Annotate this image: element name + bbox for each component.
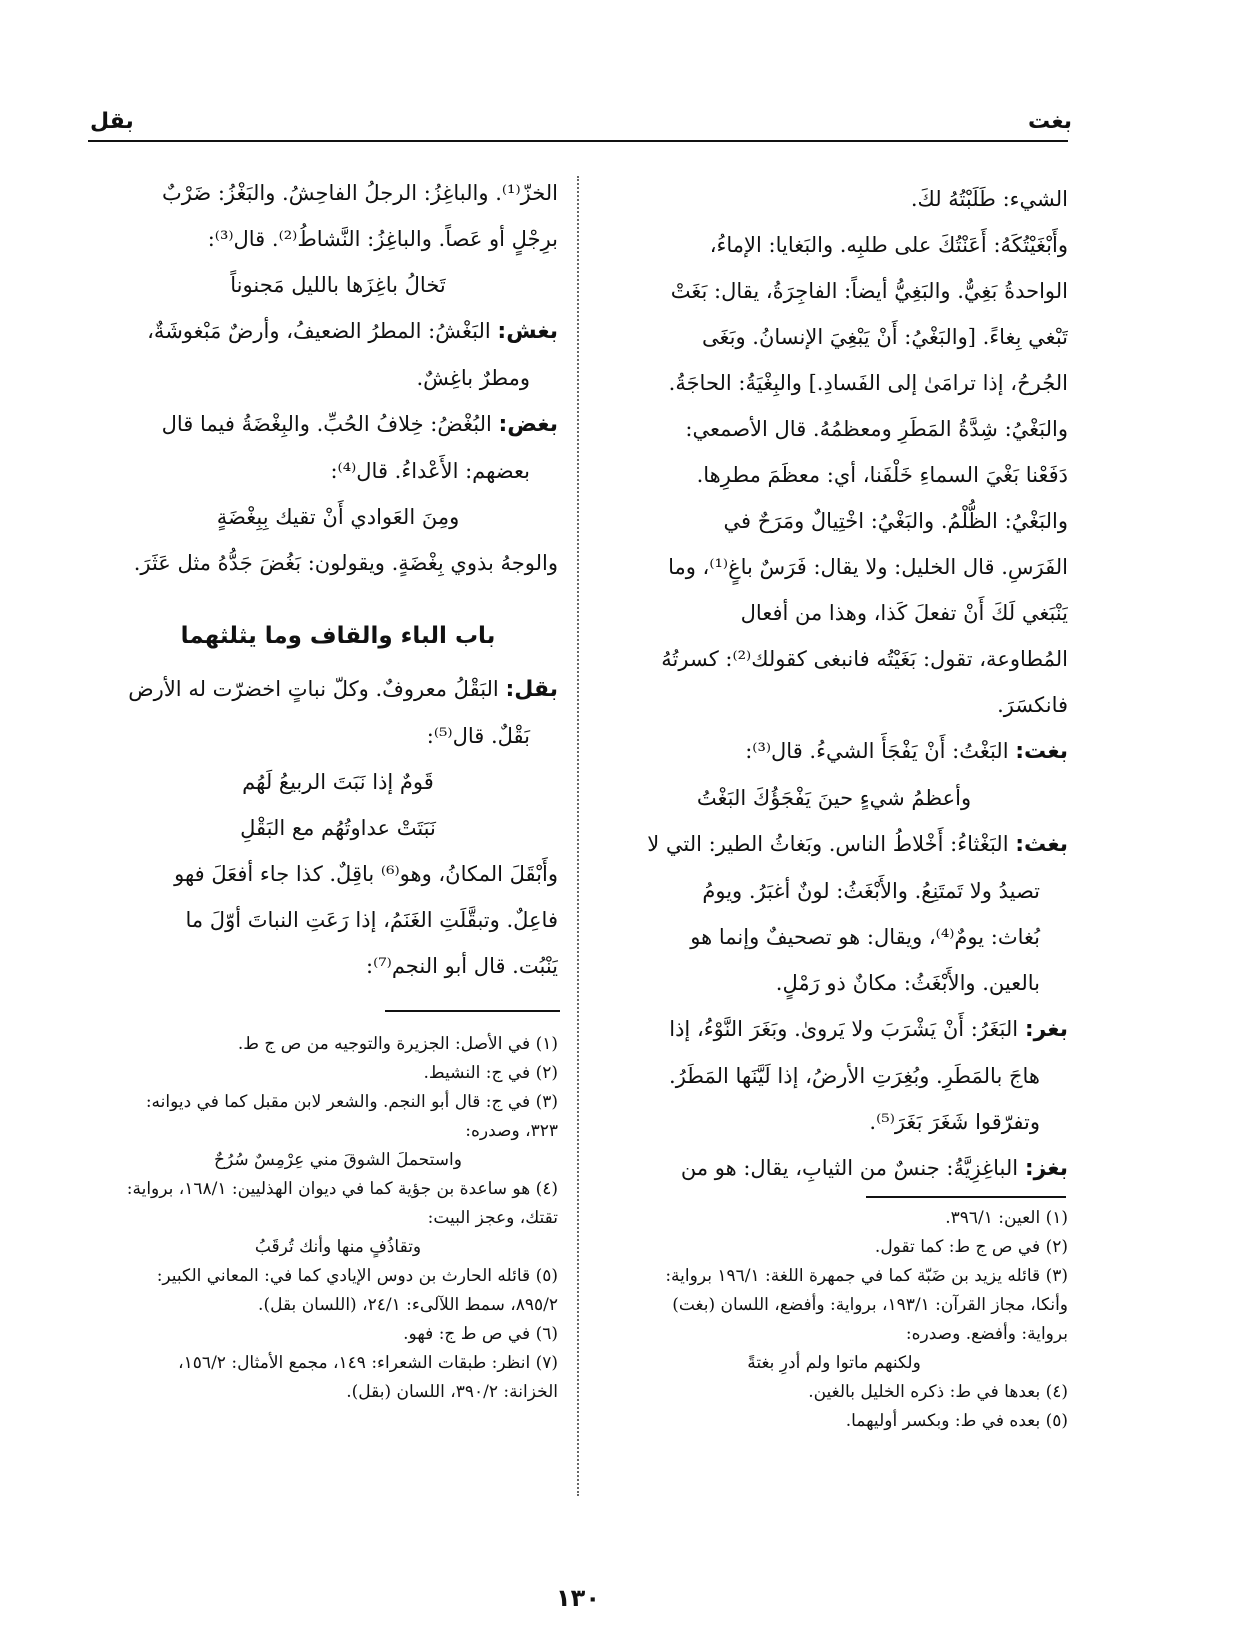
text-line: وأَبْغَيْتُكَهُ: أَعَنْتُكَ على طلبِه. والبَغايا: الإماءُ، [709, 233, 1068, 257]
running-header-right: بغت [1028, 109, 1072, 134]
text-line: الواحدةُ بَغِيٌّ. والبَغِيُّ أيضاً: الفاجِرَةُ، يقال: بَغَتْ [670, 279, 1068, 303]
footnote-line: (٣) قائله يزيد بن ضَبّة كما في جمهرة اللغة: ١٩٦/١ برواية: [665, 1266, 1068, 1286]
footnote-line: (٤) هو ساعدة بن جؤية كما في ديوان الهذليين: ١٦٨/١، برواية: [126, 1179, 558, 1199]
text-line: الشيء: طَلَبْتُهُ لكَ. [910, 187, 1068, 211]
entry-headword: بغز: [1024, 1156, 1068, 1181]
text-line: المُطاوعة، تقول: بَغَيْتُه فانبغى كقولك⁽²⁾: كسرتُهُ [661, 647, 1068, 671]
footnote-line: (١) العين: ٣٩٦/١. [945, 1208, 1068, 1228]
text-line: بُغاث: يومٌ⁽⁴⁾، ويقال: هو تصحيفٌ وإنما هو [690, 925, 1040, 949]
entry-bagz [600, 1145, 1068, 1192]
text-line: تصيدُ ولا تَمتَنِعُ. والأَبْغَثُ: لونٌ أغبَرُ. ويومُ [702, 879, 1040, 903]
section-title: باب الباء والقاف وما يثلثهما [180, 623, 496, 649]
right-column [600, 176, 1068, 1192]
footnote-verse: ولكنهم ماتوا ولم أدرِ بغتةً [747, 1353, 921, 1373]
footnotes-left [118, 1030, 558, 1407]
footnote-line: ٣٢٣، وصدره: [465, 1121, 558, 1141]
entry-text: البُغْضُ: خِلافُ الحُبِّ. والبِغْضَةُ فيما قال [161, 412, 492, 436]
footnote-line: (٥) قائله الحارث بن دوس الإيادي كما في: المعاني الكبير: [156, 1266, 558, 1286]
footnote-verse: وتقاذُفٍ منها وأنك تُرقَبُ [254, 1237, 422, 1257]
text-line: فانكسَرَ. [997, 693, 1068, 717]
entry-text: البَغَرُ: أَنْ يَشْرَبَ ولا يَروىٰ. وبَغَرَ النَّوْءُ، إذا [669, 1017, 1019, 1041]
text-line: بالعين. والأَبْغَثُ: مكانٌ ذو رَمْلٍ. [775, 971, 1040, 995]
text-line: وتفرّقوا شَغَرَ بَغَرَ⁽⁵⁾. [869, 1110, 1040, 1134]
footnote-line: (١) في الأصل: الجزيرة والتوجيه من ص ج ط. [237, 1034, 558, 1054]
entry-text: البَغْتُ: أَنْ يَفْجَأَ الشيءُ. قال⁽³⁾: [745, 739, 1009, 763]
footnote-line: (٢) في ص ج ط: كما تقول. [874, 1237, 1068, 1257]
left-column [118, 170, 558, 989]
footnote-line: (٧) انظر: طبقات الشعراء: ١٤٩، مجمع الأمثال: ١٥٦/٢، [178, 1353, 558, 1373]
entry-text: الباغِزِيَّةُ: جنسٌ من الثيابِ، يقال: هو من [680, 1156, 1019, 1180]
text-line: يَنْبُت. قال أبو النجم⁽⁷⁾: [366, 954, 558, 978]
footnote-line: (٣) في ج: قال أبو النجم. والشعر لابن مقبل كما في ديوانه: [145, 1092, 558, 1112]
text-line: برِجْلٍ أو عَصاً. والباغِزُ: النَّشاطُ⁽²⁾. قال⁽³⁾: [207, 227, 558, 251]
entry-bagd [118, 401, 558, 448]
text-line: هاجَ بالمَطَرِ. وبُغِرَتِ الأرضُ، إذا لَيَّنَها المَطَرُ. [669, 1064, 1040, 1088]
footnote-line: الخزانة: ٣٩٠/٢، اللسان (بقل). [346, 1382, 558, 1402]
text-line: والوجهُ بذوي بِغْضَةٍ. ويقولون: بَغُضَ جَدُّهُ مثل عَثَرَ. [133, 551, 558, 575]
entry-text: البَقْلُ معروفٌ. وكلّ نباتٍ اخضرّت له الأرض [128, 677, 499, 701]
text-line: الخزّ⁽¹⁾. والباغِزُ: الرجلُ الفاحِشُ. والبَغْزُ: ضَرْبٌ [161, 181, 558, 205]
entry-headword: بغش: [497, 319, 558, 344]
footnotes-right [600, 1204, 1068, 1436]
text-line: الجُرحُ، إذا ترامَىٰ إلى الفَسادِ.] والبِغْيَةُ: الحاجَةُ. [668, 371, 1068, 395]
entry-headword: بغر: [1024, 1017, 1068, 1042]
entry-baght [600, 728, 1068, 775]
entry-bagsh [118, 308, 558, 355]
header-rule [88, 140, 1068, 142]
text-line: يَنْبَغي لَكَ أَنْ تفعلَ كَذا، وهذا من أفعال [740, 601, 1068, 625]
footnote-line: (٢) في ج: النشيط. [423, 1063, 558, 1083]
running-header-left: بقل [90, 109, 134, 134]
entry-headword: بغث: [1015, 832, 1068, 857]
footnote-line: (٦) في ص ط ج: فهو. [403, 1324, 558, 1344]
footnote-rule-left [385, 1010, 560, 1012]
footnote-line: (٤) بعدها في ط: ذكره الخليل بالغين. [808, 1382, 1068, 1402]
entry-headword: بغت: [1015, 739, 1068, 764]
footnote-line: برواية: وأفضع. وصدره: [905, 1324, 1068, 1344]
text-line: والبَغْيُ: شِدَّةُ المَطَرِ ومعظمُهُ. قال الأصمعي: [685, 417, 1068, 441]
entry-bagth [600, 821, 1068, 868]
text-line: بَقْلٌ. قال⁽⁵⁾: [426, 724, 530, 748]
verse-line: تَخالُ باغِزَها بالليل مَجنوناً [230, 273, 446, 297]
text-line: الفَرَسِ. قال الخليل: ولا يقال: فَرَسٌ باغٍ⁽¹⁾، وما [668, 555, 1068, 579]
entry-headword: بغض: [498, 412, 558, 437]
footnote-line: ٨٩٥/٢، سمط اللآلىء: ٢٤/١، (اللسان بقل). [258, 1295, 558, 1315]
footnote-line: تقتك، وعجز البيت: [427, 1208, 558, 1228]
entry-headword: بقل: [505, 677, 558, 702]
page-number: ١٣٠ [556, 1584, 600, 1612]
verse-line: ومِنَ العَوادي أَنْ تقيك بِبِغْضَةٍ [216, 505, 460, 529]
text-line: والبَغْيُ: الظُّلْمُ. والبَغْيُ: اخْتِيالٌ ومَرَحٌ في [723, 509, 1068, 533]
entry-baql [118, 666, 558, 713]
verse-line: وأعظمُ شيءٍ حينَ يَفْجَؤُكَ البَغْتُ [696, 786, 972, 810]
verse-line: نَبَتَتْ عداوتُهُم مع البَقْلِ [240, 816, 436, 840]
verse-line: قَومٌ إذا نَبَتَ الربيعُ لَهُم [242, 770, 434, 794]
footnote-line: وأنكا، مجاز القرآن: ١٩٣/١، برواية: وأفضع، اللسان (بغت) [672, 1295, 1068, 1315]
text-line: فاعِلٌ. وتبقَّلَتِ الغَنَمُ، إذا رَعَتِ النباتَ أوّلَ ما [185, 908, 558, 932]
column-divider [577, 176, 579, 1496]
footnote-verse: واستحملَ الشوقَ مني عِرْمِسٌ سُرُحٌ [214, 1150, 462, 1170]
footnote-line: (٥) بعده في ط: وبكسر أوليهما. [845, 1411, 1068, 1431]
text-line: بعضهم: الأَعْداءُ. قال⁽⁴⁾: [330, 459, 530, 483]
text-line: تَبْغي بِغاءً. [والبَغْيُ: أَنْ يَبْغِيَ الإنسانُ. وبَغَى [702, 325, 1068, 349]
entry-bagr [600, 1006, 1068, 1053]
text-line: وأَبْقَلَ المكانُ، وهو⁽⁶⁾ باقِلٌ. كذا جاء أفعَلَ فهو [174, 862, 558, 886]
text-line: ومطرٌ باغِشٌ. [416, 366, 530, 390]
text-line: دَفَعْنا بَغْيَ السماءِ خَلْفَنا، أي: معظَمَ مطرِها. [696, 463, 1068, 487]
entry-text: البَغْثاءُ: أَخْلاطُ الناس. وبَغاثُ الطير: التي لا [647, 832, 1009, 856]
entry-text: البَغْشُ: المطرُ الضعيفُ، وأرضٌ مَبْغوشَةٌ، [147, 319, 491, 343]
footnote-rule-right [866, 1196, 1066, 1198]
